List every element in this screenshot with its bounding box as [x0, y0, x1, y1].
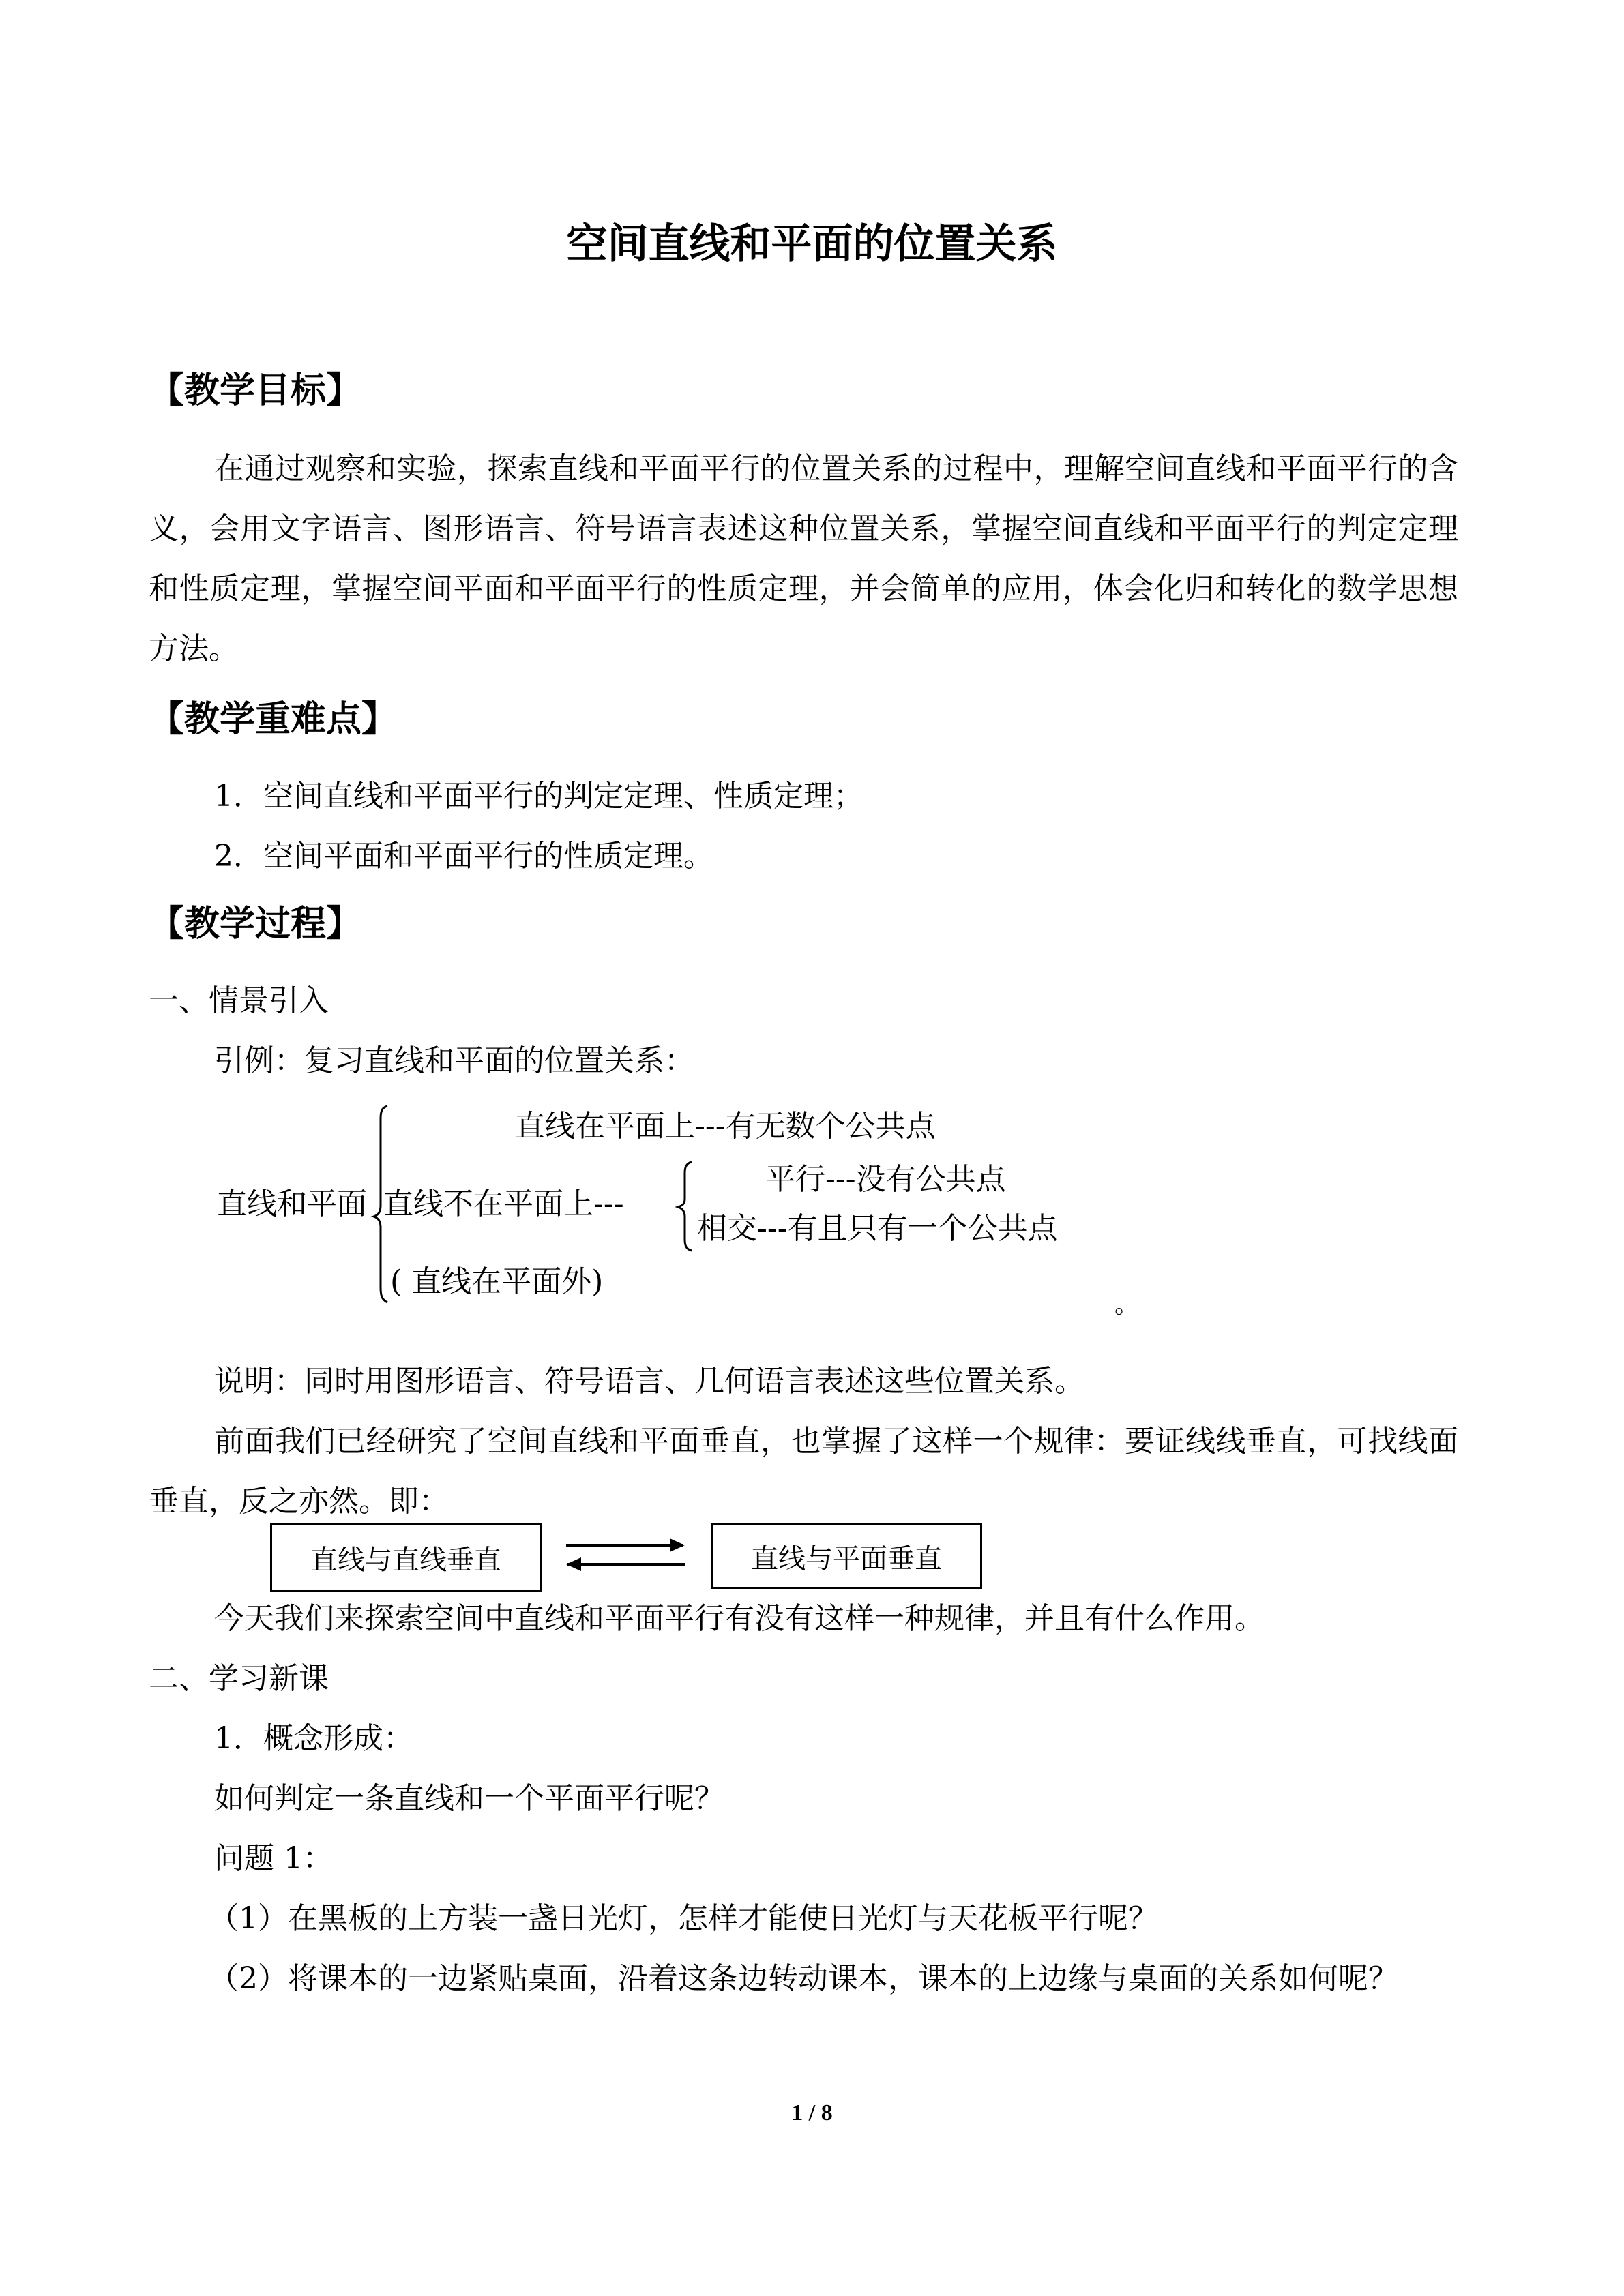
right-box: 直线与平面垂直 [711, 1523, 982, 1589]
in-plane-text: 直线在平面上---有无数个公共点 [515, 1109, 936, 1144]
not-in-plane-text: 直线不在平面上--- [383, 1187, 624, 1221]
diagram-note: 说明：同时用图形语言、符号语言、几何语言表述这些位置关系。 [214, 1364, 1084, 1399]
question-2: （2）将课本的一边紧贴桌面，沿着这条边转动课本，课本的上边缘与桌面的关系如何呢？ [209, 1961, 1398, 1996]
page-title: 空间直线和平面的位置关系 [566, 220, 1058, 268]
objectives-heading: 【教学目标】 [149, 370, 362, 411]
double-arrow [561, 1530, 690, 1585]
process-heading: 【教学过程】 [149, 904, 362, 944]
outside-text: ( 直线在平面外) [390, 1264, 604, 1299]
key-points-heading: 【教学重难点】 [149, 699, 398, 740]
question-1: （1）在黑板的上方装一盏日光灯，怎样才能使日光灯与天花板平行呢？ [209, 1901, 1158, 1936]
intersect-text: 相交---有且只有一个公共点 [697, 1211, 1058, 1246]
key-point-item-2: 2．空间平面和平面平行的性质定理。 [214, 839, 713, 874]
parallel-text: 平行---没有公共点 [765, 1162, 1006, 1197]
page-number: 1 / 8 [791, 2100, 833, 2126]
para-after-flow: 今天我们来探索空间中直线和平面平行有没有这样一种规律，并且有什么作用。 [214, 1601, 1265, 1636]
question-lead: 如何判定一条直线和一个平面平行呢？ [214, 1781, 724, 1816]
left-box: 直线与直线垂直 [270, 1523, 542, 1592]
example-intro: 引例：复习直线和平面的位置关系： [214, 1043, 694, 1078]
key-point-item-1: 1．空间直线和平面平行的判定定理、性质定理； [214, 779, 863, 814]
objectives-text: 在通过观察和实验，探索直线和平面平行的位置关系的过程中，理解空间直线和平面平行的含义，会用文字语言、图形语言、符号语言表述这种位置关系，掌握空间直线和平面平行的判定定理和性质定理，掌握空间平面和平面平行的性质定理，并会简单的应用，体会化归和转化的数学思想方法。 [149, 451, 1458, 666]
diagram-end-mark: 。 [1114, 1291, 1140, 1319]
concept-title: 1．概念形成： [214, 1721, 413, 1756]
part1-title: 一、情景引入 [149, 983, 329, 1018]
diagram-root: 直线和平面 [217, 1187, 367, 1221]
para-before-flow: 前面我们已经研究了空间直线和平面垂直，也掌握了这样一个规律：要证线线垂直，可找线面垂直，反之亦然。即： [149, 1424, 1458, 1519]
part2-title: 二、学习新课 [149, 1661, 329, 1696]
question-label: 问题 1： [214, 1841, 333, 1876]
